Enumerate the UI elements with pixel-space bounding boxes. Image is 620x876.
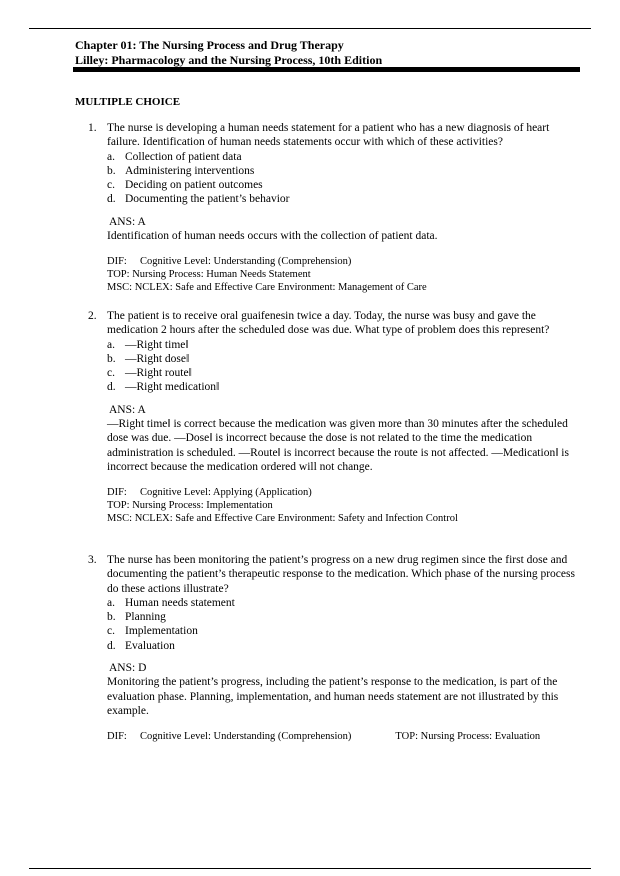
topic: TOP: Nursing Process: Implementation xyxy=(107,500,273,512)
option-letter: a. xyxy=(107,338,115,351)
option-d xyxy=(107,639,578,653)
dif-value: Cognitive Level: Understanding (Comprehension) xyxy=(140,731,352,743)
question-stem: The patient is to receive oral guaifenesin twice a day. Today, the nurse was busy and gave the medication 2 hours after the scheduled dose was due. What type of problem does this represent? xyxy=(107,310,550,337)
option-letter: d. xyxy=(107,639,116,652)
option-letter: c. xyxy=(107,625,115,638)
question-metadata xyxy=(107,255,578,294)
topic: TOP: Nursing Process: Evaluation xyxy=(395,731,541,743)
options-list xyxy=(107,338,578,395)
rationale: Monitoring the patient’s progress, including the patient’s response to the medication, is part of the evaluation phase. Planning, implementation, and human needs statement are not illustrated by this example. xyxy=(107,676,559,717)
msc: MSC: NCLEX: Safe and Effective Care Environment: Safety and Infection Control xyxy=(107,513,458,525)
question-1 xyxy=(88,121,578,294)
option-b xyxy=(107,352,578,366)
option-text: Collection of patient data xyxy=(125,150,242,163)
option-a xyxy=(107,150,578,164)
answer: ANS: D xyxy=(109,662,147,675)
question-number: 3. xyxy=(88,554,97,566)
option-c xyxy=(107,178,578,192)
option-letter: a. xyxy=(107,150,115,163)
option-text: ―Right time‖ xyxy=(125,338,189,351)
option-text: Deciding on patient outcomes xyxy=(125,179,263,192)
difficulty xyxy=(107,730,351,743)
question-3 xyxy=(88,553,578,743)
option-letter: b. xyxy=(107,611,116,624)
page-header xyxy=(75,38,585,68)
answer: ANS: A xyxy=(109,215,146,228)
question-stem: The nurse has been monitoring the patient’s progress on a new drug regimen since the first dose and documenting the patient’s therapeutic response to the medication. Which phase of the nursing process do these actions illustrate? xyxy=(107,554,575,595)
dif-label: DIF: xyxy=(107,731,127,743)
question-metadata xyxy=(107,486,578,525)
option-a xyxy=(107,338,578,352)
dif-value: Cognitive Level: Applying (Application) xyxy=(140,487,312,499)
option-b xyxy=(107,164,578,178)
msc: MSC: NCLEX: Safe and Effective Care Environment: Management of Care xyxy=(107,282,427,294)
dif-label: DIF: xyxy=(107,487,127,499)
option-letter: a. xyxy=(107,596,115,609)
option-c xyxy=(107,624,578,638)
question-number: 1. xyxy=(88,122,97,134)
dif-label: DIF: xyxy=(107,256,127,268)
option-text: ―Right dose‖ xyxy=(125,352,190,365)
topic: TOP: Nursing Process: Human Needs Statement xyxy=(107,269,311,281)
section-title: MULTIPLE CHOICE xyxy=(75,96,181,108)
option-text: Implementation xyxy=(125,625,198,638)
header-chapter-title: Chapter 01: The Nursing Process and Drug Therapy xyxy=(75,38,344,52)
option-letter: b. xyxy=(107,352,116,365)
option-text: Documenting the patient’s behavior xyxy=(125,193,290,206)
rationale: Identification of human needs occurs with the collection of patient data. xyxy=(107,230,438,243)
option-text: Evaluation xyxy=(125,639,175,652)
bottom-rule xyxy=(29,868,591,869)
question-stem: The nurse is developing a human needs statement for a patient who has a new diagnosis of heart failure. Identification of human needs statements occur with which of these activities? xyxy=(107,122,550,149)
option-letter: b. xyxy=(107,164,116,177)
option-text: ―Right route‖ xyxy=(125,367,192,380)
options-list xyxy=(107,596,578,653)
difficulty xyxy=(107,255,578,268)
option-text: ―Right medication‖ xyxy=(125,381,220,394)
top-rule xyxy=(29,28,591,29)
question-metadata xyxy=(107,730,578,743)
options-list xyxy=(107,150,578,207)
option-text: Human needs statement xyxy=(125,596,235,609)
option-c xyxy=(107,366,578,380)
answer: ANS: A xyxy=(109,403,146,416)
dif-value: Cognitive Level: Understanding (Comprehension) xyxy=(140,256,352,268)
option-letter: d. xyxy=(107,193,116,206)
option-text: Planning xyxy=(125,611,166,624)
option-d xyxy=(107,380,578,394)
rationale: ―Right time‖ is correct because the medication was given more than 30 minutes after the scheduled dose was due. ―Dose‖ is incorrect because the dose is not related to the time the medication administration is scheduled. ―Route‖ is incorrect because the route is not affected. ―Medication‖ is incorrect because the medication ordered will not change. xyxy=(107,418,569,473)
option-d xyxy=(107,192,578,206)
header-book-title: Lilley: Pharmacology and the Nursing Process, 10th Edition xyxy=(75,53,383,67)
option-letter: d. xyxy=(107,381,116,394)
option-letter: c. xyxy=(107,367,115,380)
option-b xyxy=(107,610,578,624)
question-2 xyxy=(88,309,578,525)
option-letter: c. xyxy=(107,179,115,192)
difficulty xyxy=(107,486,578,499)
header-bar xyxy=(73,67,580,72)
option-text: Administering interventions xyxy=(125,164,255,177)
option-a xyxy=(107,596,578,610)
question-number: 2. xyxy=(88,310,97,322)
